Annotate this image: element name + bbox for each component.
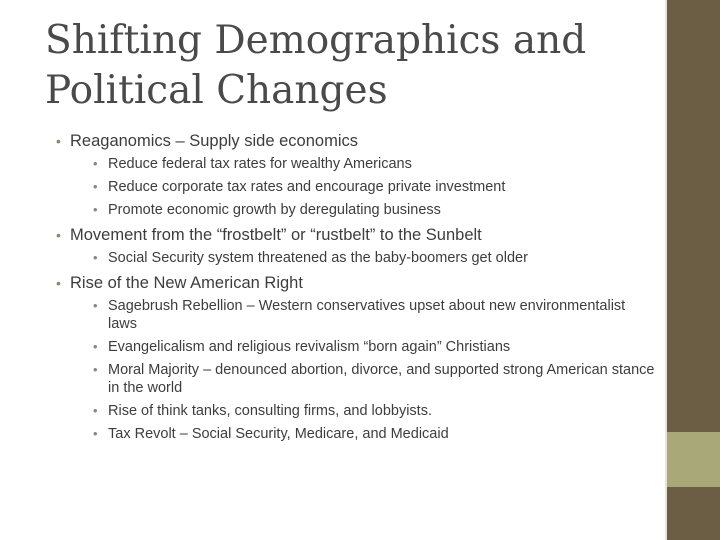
sub-bullet-list bbox=[70, 155, 656, 219]
sub-bullet-item: • Reduce corporate tax rates and encourage private investment bbox=[70, 178, 656, 196]
sub-bullet-item: • Promote economic growth by deregulating business bbox=[70, 201, 656, 219]
bullet-list bbox=[56, 130, 656, 443]
bullet-item bbox=[56, 224, 656, 267]
sidebar-accent-block bbox=[667, 432, 720, 487]
bullet-text: Movement from the “frostbelt” or “rustbelt” to the Sunbelt bbox=[70, 226, 482, 244]
bullet-text: Rise of the New American Right bbox=[70, 274, 303, 292]
bullet-item bbox=[56, 272, 656, 443]
sub-bullet-list bbox=[70, 297, 656, 443]
decorative-sidebar bbox=[667, 0, 720, 540]
sub-bullet-item: • Rise of think tanks, consulting firms, and lobbyists. bbox=[70, 402, 656, 420]
sub-bullet-item: • Tax Revolt – Social Security, Medicare, and Medicaid bbox=[70, 425, 656, 443]
bullet-text: Reaganomics – Supply side economics bbox=[70, 132, 358, 150]
bullet-item bbox=[56, 130, 656, 219]
slide-title: Shifting Demographics and Political Changes bbox=[45, 18, 587, 113]
sub-bullet-item: • Reduce federal tax rates for wealthy Americans bbox=[70, 155, 656, 173]
sub-bullet-item: • Moral Majority – denounced abortion, divorce, and supported strong American stance in the world bbox=[70, 361, 656, 397]
sub-bullet-item: • Social Security system threatened as the baby-boomers get older bbox=[70, 249, 656, 267]
sub-bullet-item: • Sagebrush Rebellion – Western conservatives upset about new environmentalist laws bbox=[70, 297, 656, 333]
sub-bullet-list bbox=[70, 249, 656, 267]
sub-bullet-item: • Evangelicalism and religious revivalism “born again” Christians bbox=[70, 338, 656, 356]
sidebar-bottom-block bbox=[667, 487, 720, 540]
sidebar-top-block bbox=[667, 0, 720, 432]
slide-content bbox=[56, 128, 656, 448]
